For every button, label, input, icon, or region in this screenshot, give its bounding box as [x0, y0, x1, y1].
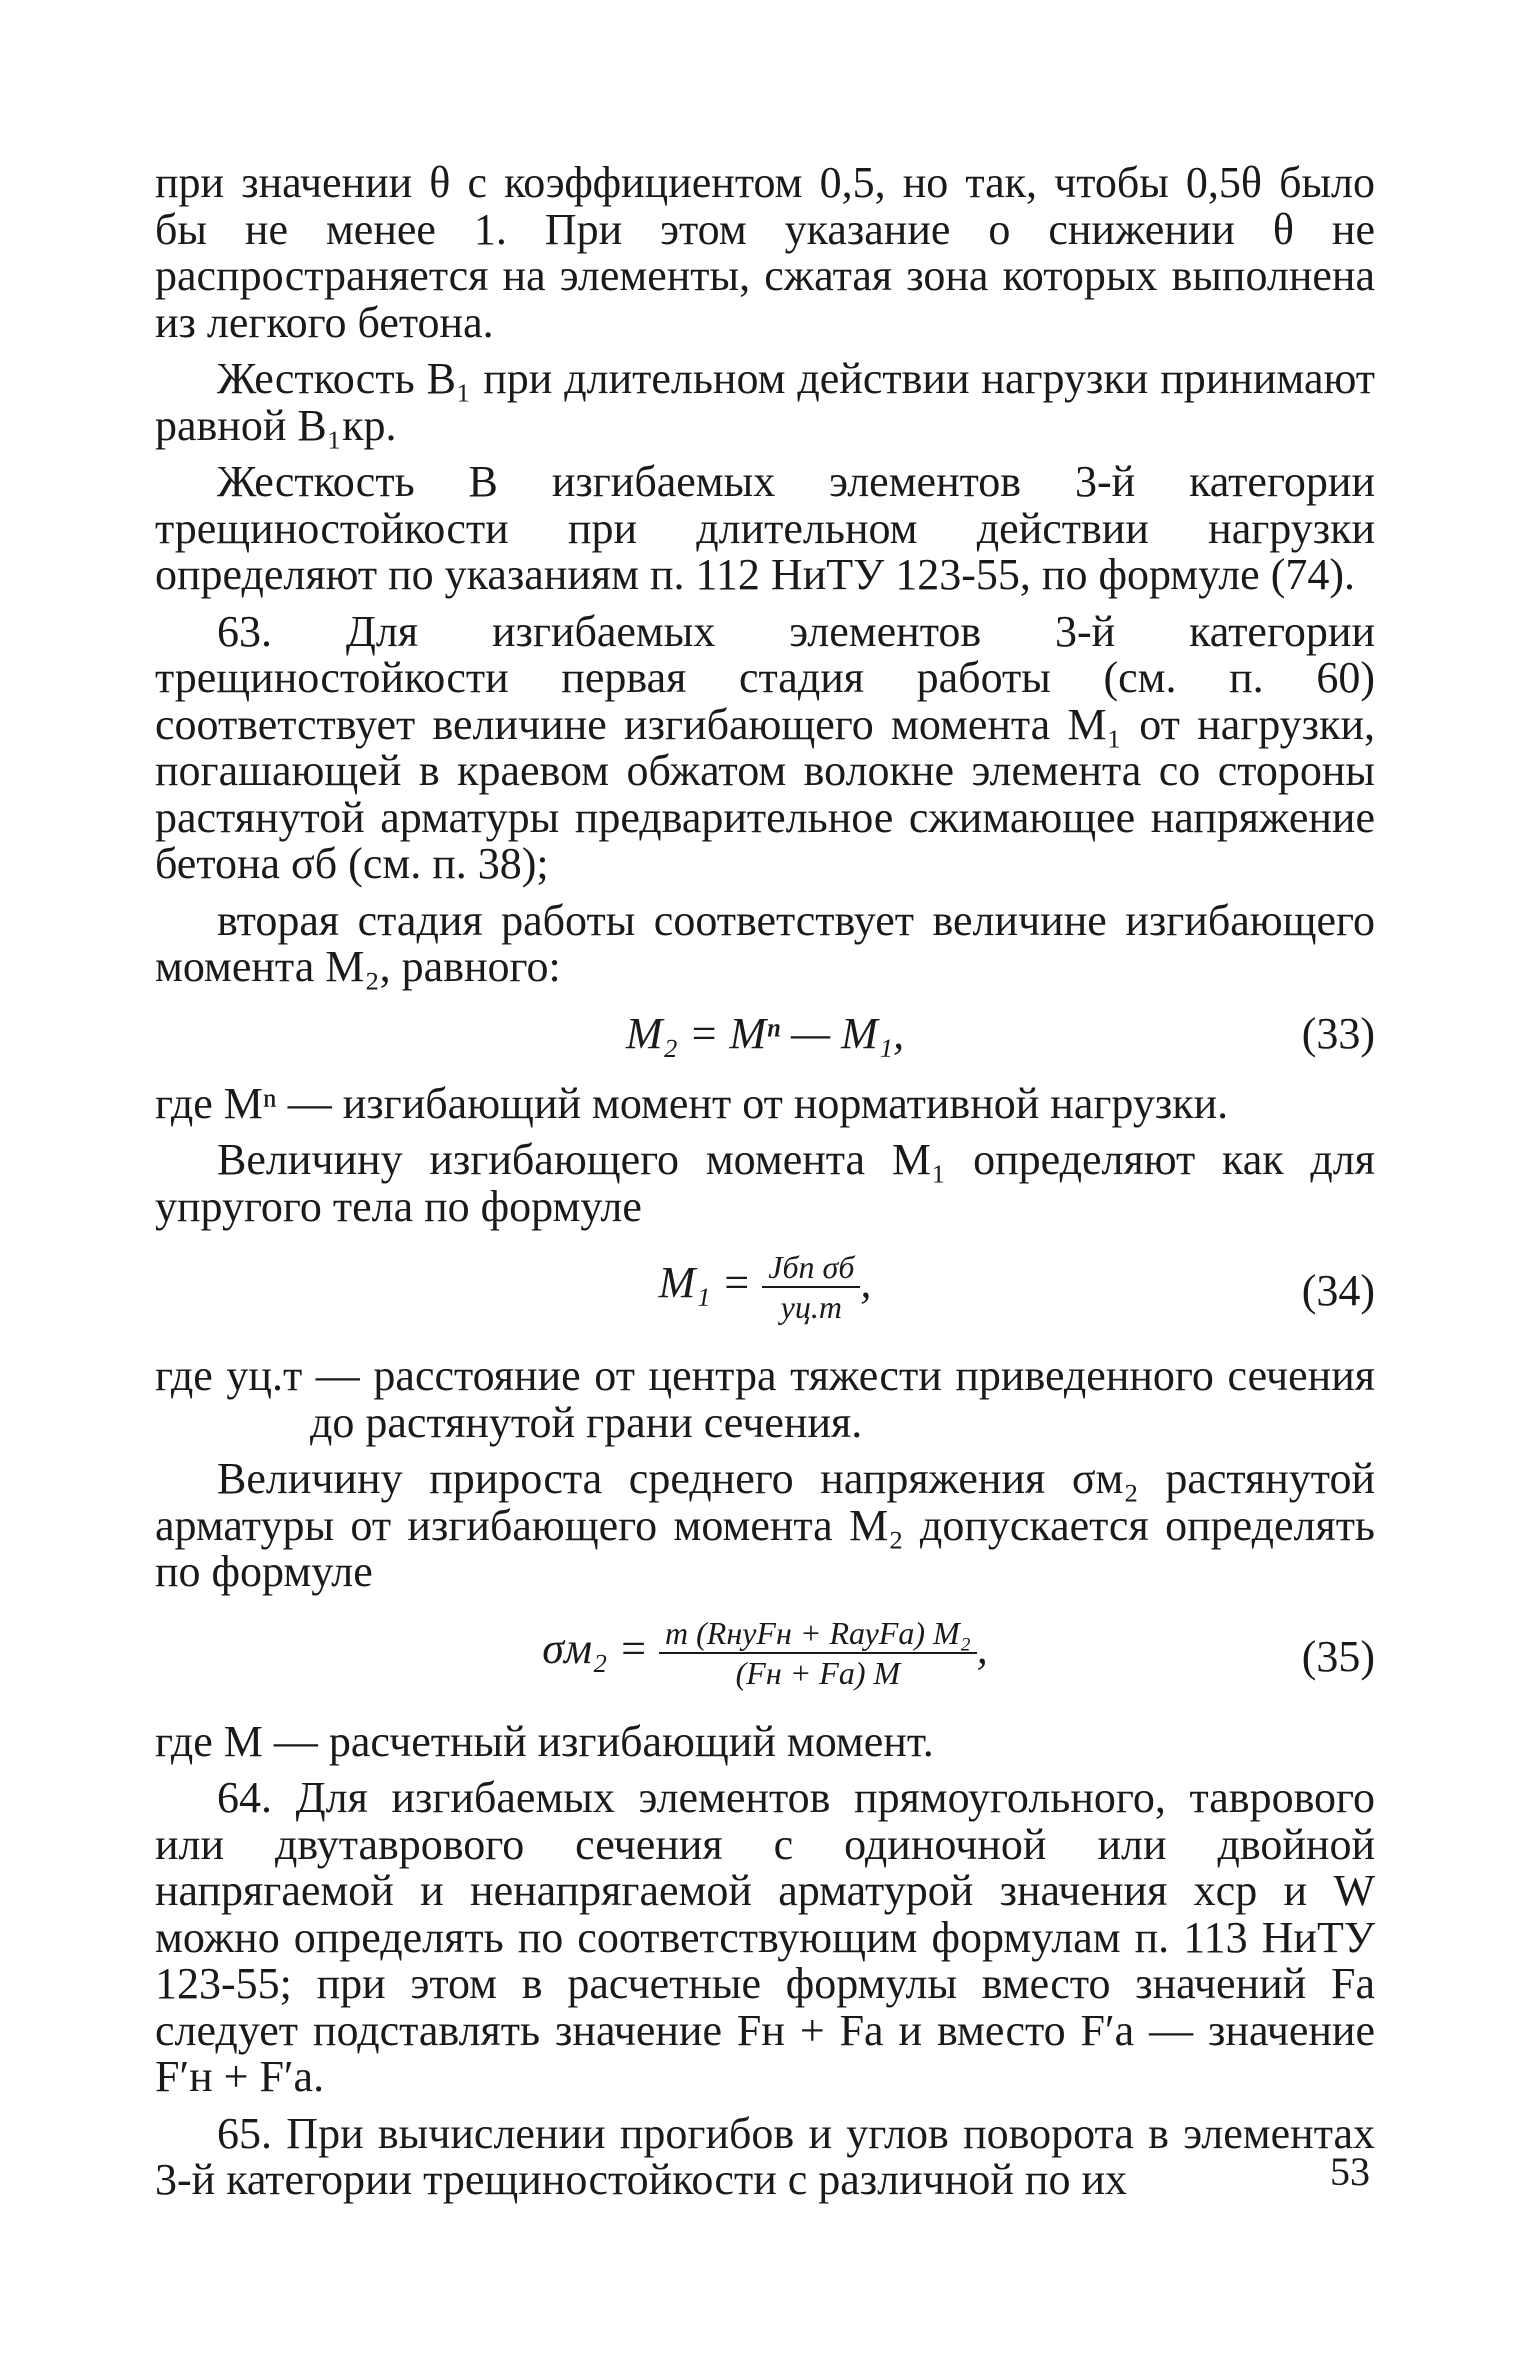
paragraph-7: Величину изгибающего момента M₁ определяют как для упругого тела по формуле [155, 1135, 1375, 1231]
page-number: 53 [1330, 2149, 1370, 2194]
paragraph-6: где Mⁿ — изгибающий момент от нормативной нагрузки. [155, 1078, 1229, 1128]
page-text [155, 160, 1375, 2204]
formula-33-expression: M₂ = Mⁿ — M₁, [625, 1008, 905, 1058]
formula-35-expression [155, 1614, 1375, 1692]
paragraph-2: Жесткость B₁ при длительном действии нагрузки принимают равной B₁кр. [155, 354, 1375, 450]
paragraph-9: Величину прироста среднего напряжения σм₂ растянутой арматуры от изгибающего момента M₂ допускается определять по формуле [155, 1454, 1375, 1596]
formula-35-lhs: σм₂ = [542, 1623, 649, 1673]
formula-35 [155, 1614, 1375, 1709]
formula-35-tail: , [976, 1623, 988, 1673]
formula-34-tail: , [860, 1258, 872, 1308]
formula-34-lhs: M₁ = [658, 1258, 752, 1308]
formula-34-fraction [762, 1248, 860, 1326]
formula-34-expression [155, 1248, 1375, 1326]
paragraph-3: Жесткость B изгибаемых элементов 3-й категории трещиностойкости при длительном действии нагрузки определяют по указаниям п. 112 НиТУ 123-55, по формуле (74). [155, 457, 1375, 599]
formula-35-fraction [659, 1614, 977, 1692]
paragraph-8: где yц.т — расстояние от центра тяжести приведенного сечения до растянутой грани сечения. [155, 1351, 1375, 1447]
paragraph-4: 63. Для изгибаемых элементов 3-й категории трещиностойкости первая стадия работы (см. п. 60) соответствует величине изгибающего момента M₁ от нагрузки, погашающей в краевом обжатом волокне элемента со стороны растянутой арматуры предварительное сжимающее напряжение бетона σб (см. п. 38); [155, 606, 1375, 888]
paragraph-12: 65. При вычислении прогибов и углов поворота в элементах 3-й категории трещиностойкости с различной по их [155, 2108, 1375, 2204]
formula-34-number: (34) [1301, 1266, 1375, 1315]
paragraph-10: где M — расчетный изгибающий момент. [155, 1716, 934, 1766]
formula-35-denominator: (Fн + Fа) M [735, 1654, 901, 1691]
paragraph-5: вторая стадия работы соответствует величине изгибающего момента M₂, равного: [155, 895, 1375, 991]
formula-34 [155, 1248, 1375, 1343]
formula-34-denominator: yц.т [780, 1289, 842, 1325]
formula-35-numerator: m (RнуFн + RауFа) M₂ [659, 1614, 977, 1654]
formula-33 [155, 1008, 1375, 1071]
paragraph-11: 64. Для изгибаемых элементов прямоугольного, таврового или двутаврового сечения с одиночной или двойной напрягаемой и ненапрягаемой арматурой значения xср и W можно определять по соответствующим формулам п. 113 НиТУ 123-55; при этом в расчетные формулы вместо значений Fа следует подставлять значение Fн + Fа и вместо F′а — значение F′н + F′а. [155, 1773, 1375, 2101]
formula-33-number: (33) [1301, 1008, 1375, 1058]
formula-35-number: (35) [1301, 1631, 1375, 1681]
formula-34-numerator: Jбп σб [762, 1248, 860, 1288]
paragraph-1: при значении θ с коэффициентом 0,5, но так, чтобы 0,5θ было бы не менее 1. При этом указание о снижении θ не распространяется на элементы, сжатая зона которых выполнена из легкого бетона. [155, 158, 1375, 347]
